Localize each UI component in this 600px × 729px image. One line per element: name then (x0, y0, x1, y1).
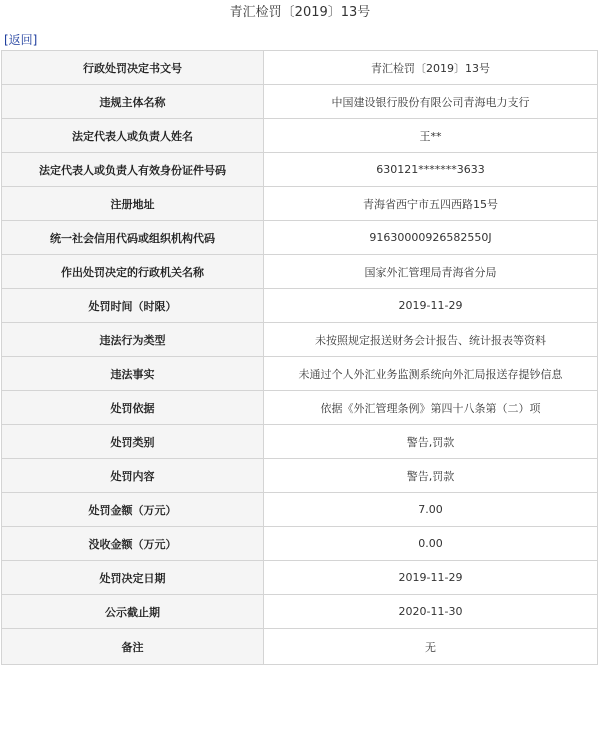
row-value: 未通过个人外汇业务监测系统向外汇局报送存提钞信息 (264, 357, 598, 391)
table-row (2, 595, 598, 629)
row-label: 处罚时间（时限） (2, 289, 264, 323)
row-value: 警告,罚款 (264, 425, 598, 459)
table-row (2, 629, 598, 665)
row-label: 处罚类别 (2, 425, 264, 459)
table-row (2, 391, 598, 425)
row-value: 91630000926582550J (264, 221, 598, 255)
table-row (2, 561, 598, 595)
row-value: 王** (264, 119, 598, 153)
row-label: 作出处罚决定的行政机关名称 (2, 255, 264, 289)
table-row (2, 459, 598, 493)
table-row (2, 119, 598, 153)
page-title: 青汇检罚〔2019〕13号 (229, 5, 371, 20)
table-row (2, 51, 598, 85)
table-row (2, 357, 598, 391)
row-value: 2019-11-29 (264, 289, 598, 323)
table-row (2, 323, 598, 357)
row-value: 630121*******3633 (264, 153, 598, 187)
row-label: 统一社会信用代码或组织机构代码 (2, 221, 264, 255)
row-label: 处罚决定日期 (2, 561, 264, 595)
table-row (2, 493, 598, 527)
table-row (2, 289, 598, 323)
row-value: 未按照规定报送财务会计报告、统计报表等资料 (264, 323, 598, 357)
row-label: 法定代表人或负责人姓名 (2, 119, 264, 153)
row-value: 2020-11-30 (264, 595, 598, 629)
table-row (2, 527, 598, 561)
row-label: 法定代表人或负责人有效身份证件号码 (2, 153, 264, 187)
row-label: 备注 (2, 629, 264, 665)
row-label: 违规主体名称 (2, 85, 264, 119)
row-label: 注册地址 (2, 187, 264, 221)
table-row (2, 187, 598, 221)
row-value: 青汇检罚〔2019〕13号 (264, 51, 598, 85)
row-value: 青海省西宁市五四西路15号 (264, 187, 598, 221)
table-row (2, 153, 598, 187)
row-label: 公示截止期 (2, 595, 264, 629)
row-value: 7.00 (264, 493, 598, 527)
row-label: 处罚内容 (2, 459, 264, 493)
row-label: 违法行为类型 (2, 323, 264, 357)
row-label: 处罚依据 (2, 391, 264, 425)
row-value: 2019-11-29 (264, 561, 598, 595)
row-value: 国家外汇管理局青海省分局 (264, 255, 598, 289)
back-link[interactable]: [返回] (4, 33, 38, 47)
table-row (2, 255, 598, 289)
table-row (2, 85, 598, 119)
row-value: 无 (264, 629, 598, 665)
row-label: 行政处罚决定书文号 (2, 51, 264, 85)
row-label: 没收金额（万元） (2, 527, 264, 561)
table-row (2, 221, 598, 255)
row-value: 0.00 (264, 527, 598, 561)
row-label: 违法事实 (2, 357, 264, 391)
row-value: 警告,罚款 (264, 459, 598, 493)
row-value: 依据《外汇管理条例》第四十八条第（二）项 (264, 391, 598, 425)
row-label: 处罚金额（万元） (2, 493, 264, 527)
table-row (2, 425, 598, 459)
penalty-info-table (1, 50, 598, 665)
row-value: 中国建设银行股份有限公司青海电力支行 (264, 85, 598, 119)
